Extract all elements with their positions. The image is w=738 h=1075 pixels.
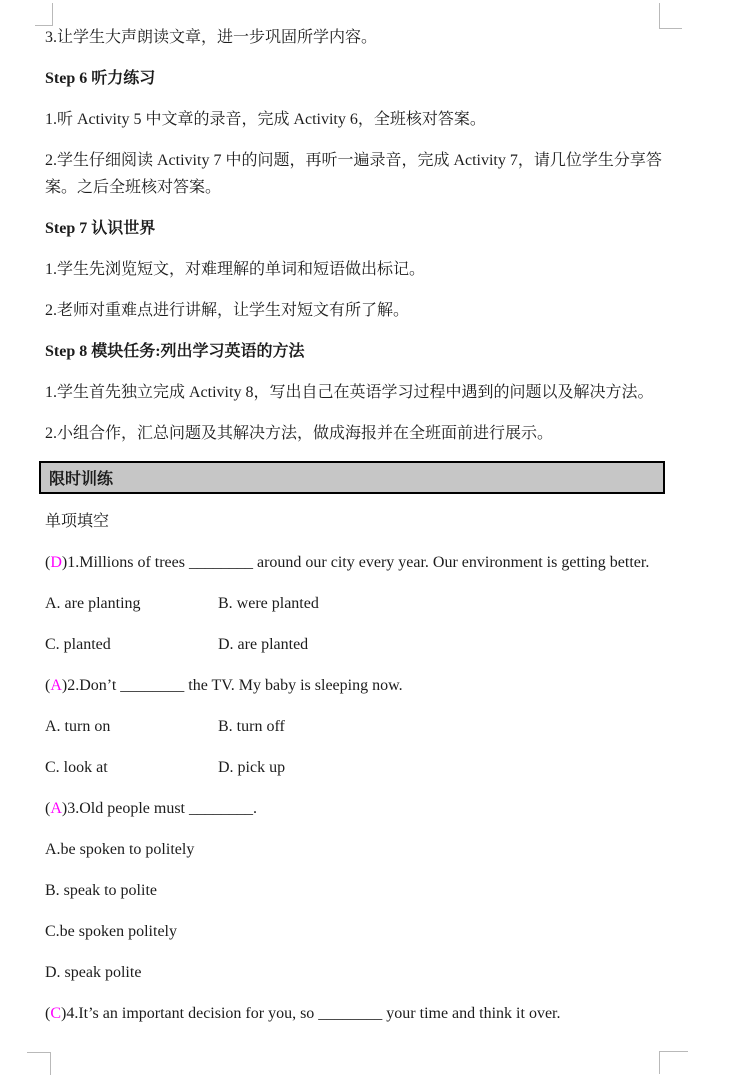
- question-4-stem: 4.It’s an important decision for you, so ________ your time and think it over.: [66, 1005, 561, 1022]
- section-title-single-choice: 单项填空: [45, 513, 110, 530]
- text-boundary-mark-bottom-left: [27, 1052, 51, 1075]
- answer-paren-close: ): [61, 800, 68, 817]
- answer-paren-open: (: [45, 554, 51, 571]
- timed-training-banner-label: 限时训练: [49, 471, 114, 488]
- answer-letter: A: [50, 800, 62, 817]
- question-3-option-a: [45, 836, 663, 863]
- question-1-options-row-2: [45, 631, 663, 658]
- question-2: [45, 672, 663, 699]
- question-3-stem: 3.Old people must ________.: [67, 800, 257, 817]
- option-d: D. pick up: [218, 759, 286, 776]
- option-c: C.be spoken politely: [45, 923, 177, 940]
- option-c: C. look at: [45, 759, 108, 776]
- option-b: B. turn off: [218, 718, 285, 735]
- step-8-item-1: 1.学生首先独立完成 Activity 8，写出自己在英语学习过程中遇到的问题以及解决方法。: [45, 384, 654, 401]
- answer-letter: C: [50, 1005, 61, 1022]
- step-7-heading: Step 7 认识世界: [45, 220, 156, 237]
- option-b: B. were planted: [218, 595, 319, 612]
- option-b: B. speak to polite: [45, 882, 157, 899]
- answer-paren-open: (: [45, 1005, 51, 1022]
- question-2-stem: 2.Don’t ________ the TV. My baby is sleeping now.: [67, 677, 403, 694]
- answer-paren-close: ): [61, 1005, 67, 1022]
- option-a: A. are planting: [45, 595, 141, 612]
- step-7-item-2: 2.老师对重难点进行讲解，让学生对短文有所了解。: [45, 302, 410, 319]
- question-1-options-row-1: [45, 590, 663, 617]
- answer-letter: D: [50, 554, 62, 571]
- answer-paren-open: (: [45, 677, 51, 694]
- timed-training-banner: [39, 461, 665, 494]
- question-2-options-row-2: [45, 754, 663, 781]
- option-a: A.be spoken to politely: [45, 841, 195, 858]
- option-d: D. speak polite: [45, 964, 142, 981]
- answer-paren-open: (: [45, 800, 51, 817]
- option-c: C. planted: [45, 636, 111, 653]
- question-4: [45, 1000, 663, 1027]
- step-8-heading: Step 8 模块任务:列出学习英语的方法: [45, 343, 305, 360]
- answer-paren-close: ): [61, 677, 68, 694]
- step-6-item-2: 2.学生仔细阅读 Activity 7 中的问题，再听一遍录音，完成 Activity 7，请几位学生分享答案。之后全班核对答案。: [45, 152, 662, 196]
- document-content: [45, 10, 663, 1041]
- option-d: D. are planted: [218, 636, 309, 653]
- question-1-stem: 1.Millions of trees ________ around our city every year. Our environment is getting better.: [67, 554, 650, 571]
- paragraph-read-aloud: 3.让学生大声朗读文章，进一步巩固所学内容。: [45, 29, 378, 46]
- text-boundary-mark-bottom-right: [659, 1051, 688, 1074]
- step-7-item-1: 1.学生先浏览短文，对难理解的单词和短语做出标记。: [45, 261, 426, 278]
- question-3-option-b: [45, 877, 663, 904]
- question-3: [45, 795, 663, 822]
- step-6-heading: Step 6 听力练习: [45, 70, 156, 87]
- option-a: A. turn on: [45, 718, 111, 735]
- step-6-item-1: 1.听 Activity 5 中文章的录音，完成 Activity 6，全班核对答案。: [45, 111, 486, 128]
- answer-letter: A: [50, 677, 62, 694]
- step-8-item-2: 2.小组合作，汇总问题及其解决方法，做成海报并在全班面前进行展示。: [45, 425, 554, 442]
- question-3-option-d: [45, 959, 663, 986]
- question-2-options-row-1: [45, 713, 663, 740]
- answer-paren-close: ): [61, 554, 68, 571]
- question-3-option-c: [45, 918, 663, 945]
- question-1: [45, 549, 663, 576]
